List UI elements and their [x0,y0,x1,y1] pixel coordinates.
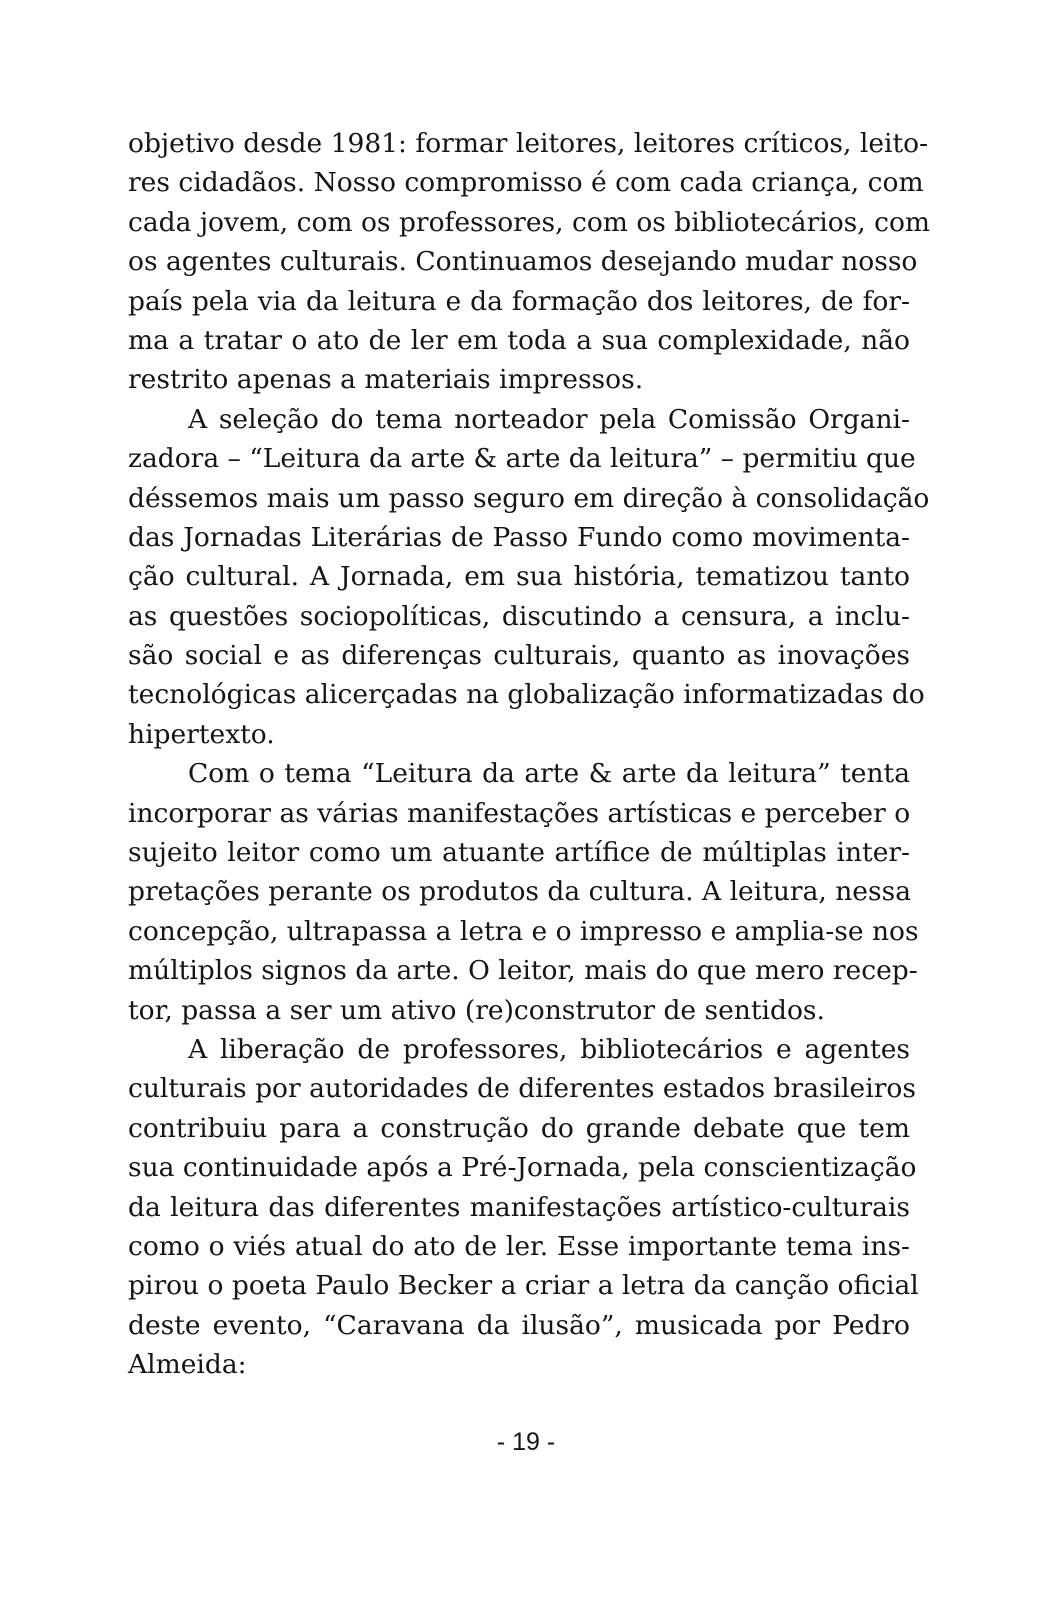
text-line: deste evento, “Caravana da ilusão”, musicada por Pedro [128,1309,910,1341]
text-line: déssemos mais um passo seguro em direção à consolidação [128,482,930,514]
text-line: objetivo desde 1981: formar leitores, leitores críticos, leito- [128,128,929,159]
text-line: incorporar as várias manifestações artísticas e perceber o [128,797,911,829]
paragraph-2 [128,400,930,755]
text-line: Almeida: [128,1349,247,1381]
paragraph-4 [128,1030,919,1385]
text-line: sua continuidade após a Pré-Jornada, pela conscientização [128,1152,917,1184]
text-line: A seleção do tema norteador pela Comissão Organi- [188,403,910,435]
text-line: cada jovem, com os professores, com os bibliotecários, com [128,206,931,238]
text-line: ma a tratar o ato de ler em toda a sua complexidade, não [128,324,910,356]
text-line: pretações perante os produtos da cultura. A leitura, nessa [128,876,911,908]
text-line: sujeito leitor como um atuante artífice de múltiplas inter- [128,837,910,869]
paragraph-3 [128,754,919,1030]
text-line: hipertexto. [128,718,275,750]
text-line: Com o tema “Leitura da arte & arte da leitura” tenta [188,758,910,790]
text-line: pirou o poeta Paulo Becker a criar a letra da canção oficial [128,1270,919,1302]
text-line: tor, passa a ser um ativo (re)construtor de sentidos. [128,994,825,1026]
text-line: múltiplos signos da arte. O leitor, mais do que mero recep- [128,955,918,987]
body-text [128,124,931,1385]
text-line: os agentes culturais. Continuamos desejando mudar nosso [128,246,918,278]
text-line: restrito apenas a materiais impressos. [128,364,644,396]
page-number: - 19 - [496,1428,556,1456]
text-line: contribuiu para a construção do grande debate que tem [128,1112,910,1144]
text-line: tecnológicas alicerçadas na globalização informatizadas do [128,679,925,711]
text-line: das Jornadas Literárias de Passo Fundo como movimenta- [128,521,910,553]
text-line: como o viés atual do ato de ler. Esse importante tema ins- [128,1230,910,1262]
text-line: res cidadãos. Nosso compromisso é com cada criança, com [128,167,924,199]
text-line: são social e as diferenças culturais, quanto as inovações [128,640,910,672]
text-line: as questões sociopolíticas, discutindo a censura, a inclu- [128,600,910,632]
text-line: concepção, ultrapassa a letra e o impresso e amplia-se nos [128,915,919,947]
text-line: A liberação de professores, bibliotecários e agentes [188,1033,910,1065]
text-line: país pela via da leitura e da formação dos leitores, de for- [128,285,910,317]
text-line: ção cultural. A Jornada, em sua história, tematizou tanto [128,561,910,593]
text-line: zadora – “Leitura da arte & arte da leitura” – permitiu que [128,443,916,475]
text-line: da leitura das diferentes manifestações artístico-culturais [128,1191,910,1223]
text-line: culturais por autoridades de diferentes estados brasileiros [128,1073,916,1105]
paragraph-1 [128,124,931,400]
